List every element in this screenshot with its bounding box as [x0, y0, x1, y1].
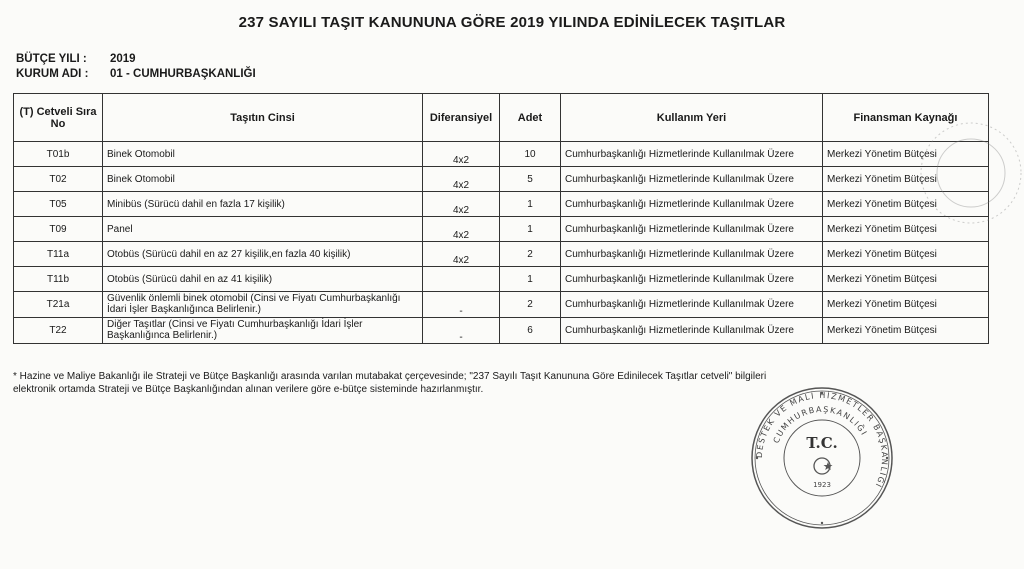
cell-diff: -: [423, 318, 500, 344]
cell-code: T01b: [14, 142, 103, 167]
header-diff: Diferansiyel: [423, 94, 500, 142]
institution-line: [16, 68, 256, 80]
cell-type: Diğer Taşıtlar (Cinsi ve Fiyatı Cumhurbaşkanlığı İdari İşler Başkanlığınca Belirlenir.): [103, 318, 423, 344]
cell-finance: Merkezi Yönetim Bütçesi: [823, 167, 989, 192]
budget-year-line: [16, 53, 136, 65]
page-title: 237 SAYILI TAŞIT KANUNUNA GÖRE 2019 YILINDA EDİNİLECEK TAŞITLAR: [238, 14, 786, 31]
table-row: [14, 318, 989, 344]
cell-code: T09: [14, 217, 103, 242]
cell-code: T11b: [14, 267, 103, 292]
cell-usage: Cumhurbaşkanlığı Hizmetlerinde Kullanılmak Üzere: [561, 292, 823, 318]
cell-diff: 4x2: [423, 192, 500, 217]
official-seal: [748, 384, 896, 532]
cell-usage: Cumhurbaşkanlığı Hizmetlerinde Kullanılmak Üzere: [561, 192, 823, 217]
cell-finance: Merkezi Yönetim Bütçesi: [823, 142, 989, 167]
cell-usage: Cumhurbaşkanlığı Hizmetlerinde Kullanılmak Üzere: [561, 242, 823, 267]
table-row: [14, 242, 989, 267]
cell-type: Binek Otomobil: [103, 142, 423, 167]
cell-finance: Merkezi Yönetim Bütçesi: [823, 192, 989, 217]
seal-ring-text: CUMHURBAŞKANLIĞI: [771, 404, 869, 445]
faded-stamp-mark: [916, 118, 1024, 228]
cell-type: Panel: [103, 217, 423, 242]
cell-code: T11a: [14, 242, 103, 267]
table-row: [14, 217, 989, 242]
cell-count: 1: [500, 267, 561, 292]
cell-usage: Cumhurbaşkanlığı Hizmetlerinde Kullanılmak Üzere: [561, 217, 823, 242]
cell-finance: Merkezi Yönetim Bütçesi: [823, 267, 989, 292]
cell-count: 2: [500, 242, 561, 267]
cell-code: T22: [14, 318, 103, 344]
header-code: (T) Cetveli Sıra No: [14, 94, 103, 142]
cell-diff: 4x2: [423, 142, 500, 167]
cell-type: Binek Otomobil: [103, 167, 423, 192]
cell-count: 6: [500, 318, 561, 344]
institution-value: 01 - CUMHURBAŞKANLIĞI: [110, 68, 256, 80]
header-count: Adet: [500, 94, 561, 142]
cell-diff: 4x2: [423, 217, 500, 242]
header-type: Taşıtın Cinsi: [103, 94, 423, 142]
table-row: [14, 292, 989, 318]
header-finance: Finansman Kaynağı: [823, 94, 989, 142]
cell-type: Otobüs (Sürücü dahil en az 41 kişilik): [103, 267, 423, 292]
cell-code: T02: [14, 167, 103, 192]
cell-usage: Cumhurbaşkanlığı Hizmetlerinde Kullanılmak Üzere: [561, 267, 823, 292]
table-row: [14, 267, 989, 292]
star-crescent-icon: [814, 458, 833, 474]
table-row: [14, 167, 989, 192]
table-header-row: [14, 94, 989, 142]
cell-code: T05: [14, 192, 103, 217]
cell-finance: Merkezi Yönetim Bütçesi: [823, 318, 989, 344]
cell-count: 5: [500, 167, 561, 192]
cell-diff: 4x2: [423, 167, 500, 192]
cell-type: Güvenlik önlemli binek otomobil (Cinsi ve Fiyatı Cumhurbaşkanlığı İdari İşler Başkanlığınca Belirlenir.): [103, 292, 423, 318]
seal-outer-text: DESTEK VE MALİ HİZMETLER BAŞKANLIĞI: [754, 390, 890, 490]
cell-diff: -: [423, 292, 500, 318]
institution-label: KURUM ADI :: [16, 68, 89, 80]
cell-count: 1: [500, 192, 561, 217]
cell-usage: Cumhurbaşkanlığı Hizmetlerinde Kullanılmak Üzere: [561, 142, 823, 167]
cell-finance: Merkezi Yönetim Bütçesi: [823, 242, 989, 267]
cell-type: Minibüs (Sürücü dahil en fazla 17 kişilik): [103, 192, 423, 217]
cell-usage: Cumhurbaşkanlığı Hizmetlerinde Kullanılmak Üzere: [561, 167, 823, 192]
budget-year-label: BÜTÇE YILI :: [16, 53, 87, 65]
vehicles-table: [13, 93, 989, 344]
footnote-line-2: elektronik ortamda Strateji ve Bütçe Başkanlığından alınan verilere göre e-bütçe sisteminde hazırlanmıştır.: [13, 384, 484, 395]
budget-year-value: 2019: [110, 53, 136, 65]
cell-count: 2: [500, 292, 561, 318]
table-row: [14, 142, 989, 167]
cell-finance: Merkezi Yönetim Bütçesi: [823, 217, 989, 242]
footnote: [13, 370, 833, 396]
seal-year-text: 1923: [813, 481, 831, 489]
cell-count: 10: [500, 142, 561, 167]
cell-code: T21a: [14, 292, 103, 318]
cell-finance: Merkezi Yönetim Bütçesi: [823, 292, 989, 318]
cell-count: 1: [500, 217, 561, 242]
seal-center-text: T.C.: [806, 434, 838, 452]
cell-type: Otobüs (Sürücü dahil en az 27 kişilik,en fazla 40 kişilik): [103, 242, 423, 267]
cell-diff: [423, 267, 500, 292]
footnote-line-1: * Hazine ve Maliye Bakanlığı ile Strateji ve Bütçe Başkanlığı arasında varılan mutabakat çerçevesinde; "237 Sayılı Taşıt Kanununa Göre Edinilecek Taşıtlar cetveli" bilgileri: [13, 371, 767, 382]
cell-diff: 4x2: [423, 242, 500, 267]
cell-usage: Cumhurbaşkanlığı Hizmetlerinde Kullanılmak Üzere: [561, 318, 823, 344]
header-usage: Kullanım Yeri: [561, 94, 823, 142]
table-row: [14, 192, 989, 217]
